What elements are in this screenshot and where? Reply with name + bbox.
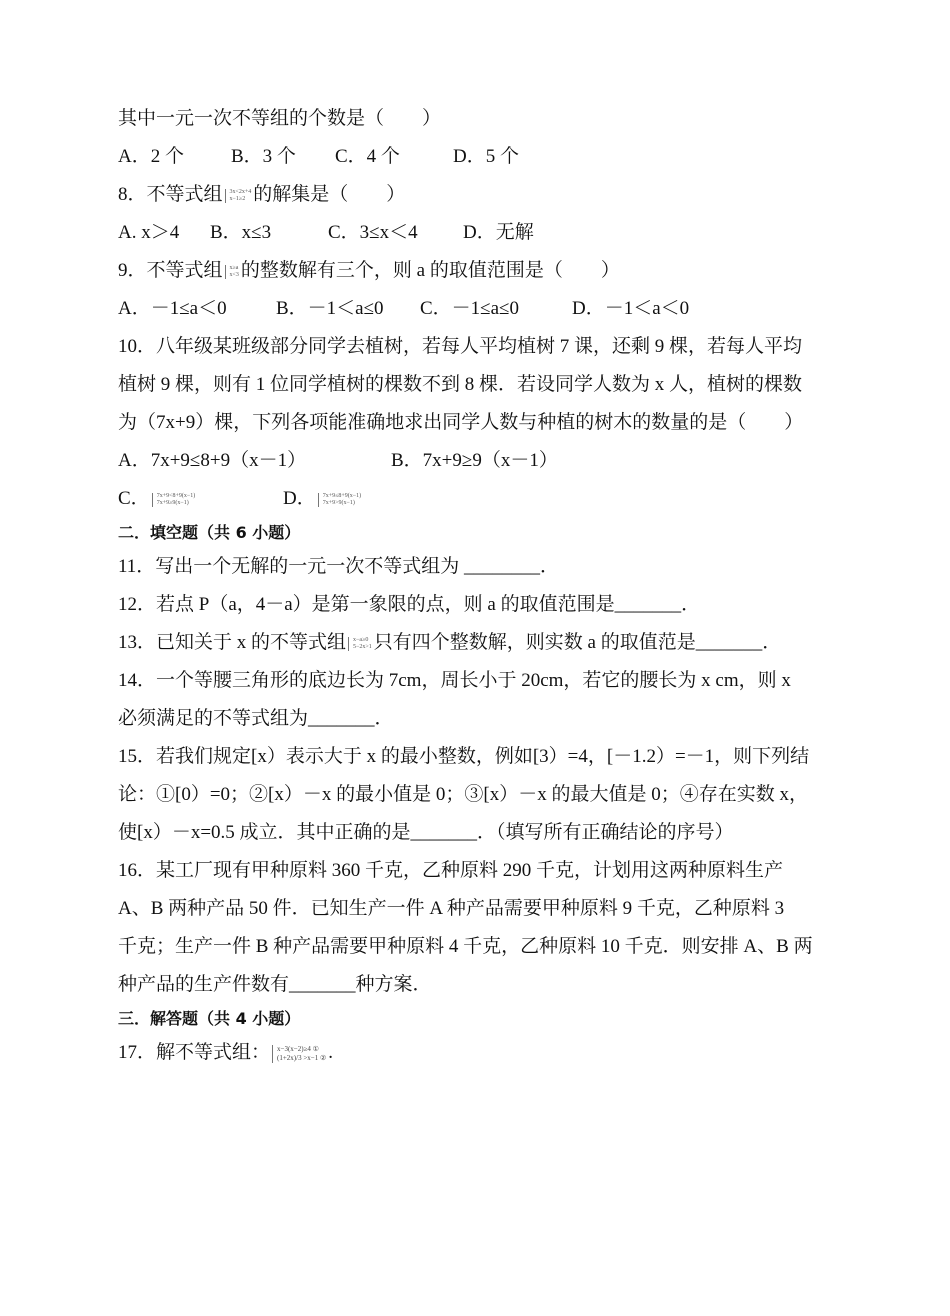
q13-suffix: 只有四个整数解，则实数 a 的取值范是_______． (373, 632, 782, 653)
q10-option-b: B．7x+9≥9（x－1） (391, 450, 558, 471)
q9-suffix: 的整数解有三个，则 a 的取值范围是（ ） (240, 260, 620, 281)
q14-line-2: 必须满足的不等式组为_______． (118, 708, 394, 729)
q10-option-d: D． 7x+9≤8+9(x−1) 7x+9>9(x−1) (283, 488, 362, 509)
q10-line-2: 植树 9 棵，则有 1 位同学植树的棵数不到 8 棵．若设同学人数为 x 人，植树的棵数 (118, 374, 803, 395)
q8-option-b: B．x≤3 (210, 222, 272, 243)
q8-option-c: C．3≤x＜4 (328, 222, 418, 243)
q7-tail: 其中一元一次不等组的个数是（ ） (118, 108, 442, 129)
q17-inequality-system: x−3(x−2)≥4 ① (1+2x)/3 >x−1 ② (272, 1045, 326, 1063)
q16-line-4: 种产品的生产件数有_______种方案． (118, 974, 432, 995)
q7-option-b: B．3 个 (231, 146, 296, 167)
q16-line-2: A、B 两种产品 50 件．已知生产一件 A 种产品需要甲种原料 9 千克，乙种原料 3 (118, 898, 785, 919)
q9-option-a: A．－1≤a＜0 (118, 298, 227, 319)
q8-option-d: D．无解 (463, 222, 534, 243)
q15-line-3: 使[x）－x=0.5 成立．其中正确的是_______．（填写所有正确结论的序号） (118, 822, 734, 843)
q9-inequality-system: x≥a x<3 (225, 265, 239, 279)
q12: 12．若点 P（a，4－a）是第一象限的点，则 a 的取值范围是_______． (118, 594, 701, 615)
q10-options-ab (118, 442, 838, 480)
q8-stem (118, 176, 838, 214)
q9-prefix: 9．不等式组 (118, 260, 223, 281)
q14-line-1: 14．一个等腰三角形的底边长为 7cm，周长小于 20cm，若它的腰长为 x cm，则 x (118, 670, 791, 691)
q16-line-3: 千克；生产一件 B 种产品需要甲种原料 4 千克，乙种原料 10 千克．则安排 A、B 两 (118, 936, 813, 957)
q8-option-a: A. x＞4 (118, 222, 180, 243)
q10-line-1: 10．八年级某班级部分同学去植树，若每人平均植树 7 课，还剩 9 棵，若每人平均 (118, 336, 803, 357)
worksheet-page (118, 100, 838, 1072)
q8-prefix: 8．不等式组 (118, 184, 223, 205)
q17 (118, 1034, 838, 1072)
section-solve-heading: 三．解答题（共 4 小题） (118, 1009, 301, 1028)
q10-option-a: A．7x+9≤8+9（x－1） (118, 450, 307, 471)
q13-inequality-system: x−a≥0 5−2x>1 (348, 637, 372, 651)
q7-option-d: D．5 个 (453, 146, 519, 167)
q8-suffix: 的解集是（ ） (253, 184, 406, 205)
q7-options (118, 138, 838, 176)
q11: 11．写出一个无解的一元一次不等式组为 ________． (118, 556, 560, 577)
q17-prefix: 17．解不等式组： (118, 1042, 271, 1063)
q9-option-b: B．－1＜a≤0 (276, 298, 384, 319)
section-fill-in-heading: 二．填空题（共 6 小题） (118, 523, 301, 542)
q10-option-c: C． 7x+9<8+9(x−1) 7x+9≥9(x−1) (118, 488, 196, 509)
q13-prefix: 13．已知关于 x 的不等式组 (118, 632, 347, 653)
q9-option-c: C．－1≤a≤0 (420, 298, 519, 319)
q10-options-cd (118, 480, 838, 518)
q16-line-1: 16．某工厂现有甲种原料 360 千克，乙种原料 290 千克，计划用这两种原料生产 (118, 860, 784, 881)
q15-line-1: 15．若我们规定[x）表示大于 x 的最小整数，例如[3）=4，[－1.2）=－1，则下列结 (118, 746, 810, 767)
q9-stem (118, 252, 838, 290)
q9-option-d: D．－1＜a＜0 (572, 298, 690, 319)
q9-options (118, 290, 838, 328)
q7-option-c: C．4 个 (335, 146, 400, 167)
q10-line-3: 为（7x+9）棵，下列各项能准确地求出同学人数与种植的树木的数量的是（ ） (118, 412, 804, 433)
q8-options (118, 214, 838, 252)
q10-option-d-system: 7x+9≤8+9(x−1) 7x+9>9(x−1) (318, 493, 361, 507)
q10-option-c-system: 7x+9<8+9(x−1) 7x+9≥9(x−1) (152, 493, 196, 507)
q13 (118, 624, 838, 662)
q8-inequality-system: 3x<2x+4 x−1≥2 (225, 189, 252, 203)
q15-line-2: 论：①[0）=0；②[x）－x 的最小值是 0；③[x）－x 的最大值是 0；④存在实数 x， (118, 784, 808, 805)
q17-suffix: . (328, 1042, 333, 1063)
q7-option-a: A．2 个 (118, 146, 184, 167)
